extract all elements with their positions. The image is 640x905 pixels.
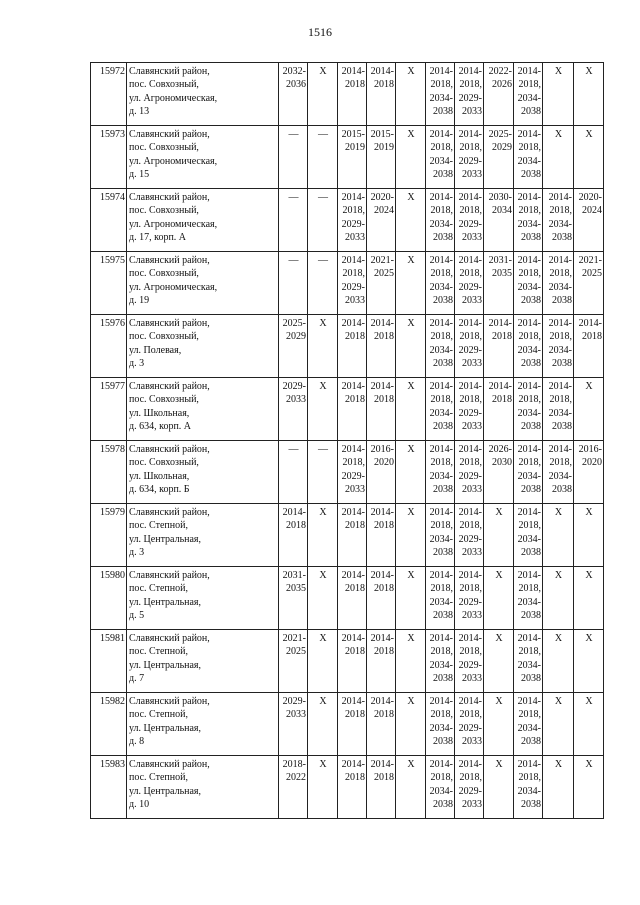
- period-cell: 2014- 2018, 2029- 2033: [455, 756, 484, 819]
- table-row: [91, 189, 604, 252]
- period-cell: 2014- 2018, 2029- 2033: [455, 504, 484, 567]
- period-cell: 2014- 2018: [367, 378, 396, 441]
- period-cell: 2014- 2018: [338, 756, 367, 819]
- registry-table: [90, 62, 604, 819]
- period-cell: 2014- 2018, 2034- 2038: [543, 378, 574, 441]
- period-cell: 2014- 2018, 2029- 2033: [455, 693, 484, 756]
- period-cell: 2016- 2020: [574, 441, 604, 504]
- not-applicable-mark: X: [484, 693, 514, 756]
- dash-cell: —: [308, 252, 338, 315]
- period-cell: 2014- 2018, 2034- 2038: [514, 126, 543, 189]
- period-cell: 2014- 2018: [338, 630, 367, 693]
- not-applicable-mark: X: [396, 315, 426, 378]
- dash-cell: —: [279, 126, 308, 189]
- not-applicable-mark: X: [543, 504, 574, 567]
- not-applicable-mark: X: [396, 378, 426, 441]
- period-cell: 2029- 2033: [279, 693, 308, 756]
- not-applicable-mark: X: [396, 126, 426, 189]
- period-cell: 2014- 2018: [338, 567, 367, 630]
- table-row: [91, 756, 604, 819]
- not-applicable-mark: X: [484, 756, 514, 819]
- not-applicable-mark: X: [396, 441, 426, 504]
- period-cell: 2014- 2018: [338, 378, 367, 441]
- period-cell: 2020- 2024: [367, 189, 396, 252]
- period-cell: 2014- 2018: [367, 693, 396, 756]
- period-cell: 2031- 2035: [484, 252, 514, 315]
- table-row: [91, 315, 604, 378]
- address-cell: Славянский район, пос. Степной, ул. Центральная, д. 5: [127, 567, 279, 630]
- period-cell: 2014- 2018, 2034- 2038: [543, 315, 574, 378]
- period-cell: 2020- 2024: [574, 189, 604, 252]
- period-cell: 2022- 2026: [484, 63, 514, 126]
- period-cell: 2014- 2018: [484, 315, 514, 378]
- not-applicable-mark: X: [308, 630, 338, 693]
- not-applicable-mark: X: [574, 504, 604, 567]
- not-applicable-mark: X: [308, 504, 338, 567]
- row-number: 15978: [91, 441, 127, 504]
- not-applicable-mark: X: [484, 504, 514, 567]
- dash-cell: —: [279, 441, 308, 504]
- period-cell: 2014- 2018, 2029- 2033: [455, 567, 484, 630]
- row-number: 15983: [91, 756, 127, 819]
- page-number: 1516: [308, 25, 332, 39]
- period-cell: 2014- 2018: [367, 630, 396, 693]
- address-cell: Славянский район, пос. Совхозный, ул. Агрономическая, д. 13: [127, 63, 279, 126]
- period-cell: 2029- 2033: [279, 378, 308, 441]
- table-row: [91, 567, 604, 630]
- not-applicable-mark: X: [308, 756, 338, 819]
- row-number: 15973: [91, 126, 127, 189]
- not-applicable-mark: X: [396, 567, 426, 630]
- period-cell: 2015- 2019: [338, 126, 367, 189]
- period-cell: 2014- 2018, 2029- 2033: [338, 441, 367, 504]
- row-number: 15981: [91, 630, 127, 693]
- period-cell: 2014- 2018, 2034- 2038: [426, 441, 455, 504]
- table-row: [91, 504, 604, 567]
- table-row: [91, 378, 604, 441]
- period-cell: 2014- 2018: [367, 756, 396, 819]
- not-applicable-mark: X: [396, 252, 426, 315]
- period-cell: 2014- 2018: [338, 63, 367, 126]
- period-cell: 2015- 2019: [367, 126, 396, 189]
- address-cell: Славянский район, пос. Степной, ул. Центральная, д. 10: [127, 756, 279, 819]
- period-cell: 2014- 2018: [367, 315, 396, 378]
- not-applicable-mark: X: [543, 126, 574, 189]
- row-number: 15975: [91, 252, 127, 315]
- period-cell: 2026- 2030: [484, 441, 514, 504]
- period-cell: 2014- 2018, 2034- 2038: [514, 189, 543, 252]
- row-number: 15976: [91, 315, 127, 378]
- not-applicable-mark: X: [396, 189, 426, 252]
- period-cell: 2016- 2020: [367, 441, 396, 504]
- period-cell: 2032- 2036: [279, 63, 308, 126]
- period-cell: 2014- 2018, 2034- 2038: [426, 756, 455, 819]
- address-cell: Славянский район, пос. Совхозный, ул. Агрономическая, д. 19: [127, 252, 279, 315]
- not-applicable-mark: X: [484, 567, 514, 630]
- not-applicable-mark: X: [396, 63, 426, 126]
- dash-cell: —: [279, 252, 308, 315]
- period-cell: 2014- 2018, 2034- 2038: [543, 441, 574, 504]
- period-cell: 2014- 2018, 2029- 2033: [455, 378, 484, 441]
- period-cell: 2014- 2018: [484, 378, 514, 441]
- row-number: 15974: [91, 189, 127, 252]
- period-cell: 2014- 2018, 2034- 2038: [543, 189, 574, 252]
- period-cell: 2014- 2018, 2029- 2033: [455, 126, 484, 189]
- not-applicable-mark: X: [574, 378, 604, 441]
- period-cell: 2014- 2018, 2034- 2038: [514, 567, 543, 630]
- period-cell: 2014- 2018: [367, 63, 396, 126]
- not-applicable-mark: X: [396, 693, 426, 756]
- not-applicable-mark: X: [543, 567, 574, 630]
- table-row: [91, 252, 604, 315]
- row-number: 15977: [91, 378, 127, 441]
- period-cell: 2014- 2018, 2034- 2038: [514, 630, 543, 693]
- not-applicable-mark: X: [574, 567, 604, 630]
- period-cell: 2014- 2018, 2034- 2038: [543, 252, 574, 315]
- period-cell: 2014- 2018: [338, 504, 367, 567]
- period-cell: 2014- 2018, 2029- 2033: [455, 63, 484, 126]
- not-applicable-mark: X: [484, 630, 514, 693]
- period-cell: 2014- 2018, 2034- 2038: [514, 441, 543, 504]
- period-cell: 2014- 2018, 2029- 2033: [455, 441, 484, 504]
- not-applicable-mark: X: [396, 756, 426, 819]
- period-cell: 2014- 2018, 2034- 2038: [514, 378, 543, 441]
- period-cell: 2014- 2018, 2034- 2038: [514, 756, 543, 819]
- not-applicable-mark: X: [543, 693, 574, 756]
- not-applicable-mark: X: [308, 63, 338, 126]
- not-applicable-mark: X: [543, 63, 574, 126]
- period-cell: 2014- 2018, 2034- 2038: [426, 378, 455, 441]
- not-applicable-mark: X: [574, 756, 604, 819]
- period-cell: 2014- 2018, 2034- 2038: [514, 315, 543, 378]
- table-row: [91, 441, 604, 504]
- period-cell: 2014- 2018, 2034- 2038: [426, 504, 455, 567]
- period-cell: 2025- 2029: [484, 126, 514, 189]
- not-applicable-mark: X: [574, 693, 604, 756]
- period-cell: 2018- 2022: [279, 756, 308, 819]
- row-number: 15972: [91, 63, 127, 126]
- address-cell: Славянский район, пос. Совхозный, ул. Школьная, д. 634, корп. Б: [127, 441, 279, 504]
- not-applicable-mark: X: [396, 504, 426, 567]
- period-cell: 2014- 2018, 2034- 2038: [426, 630, 455, 693]
- not-applicable-mark: X: [574, 63, 604, 126]
- period-cell: 2014- 2018, 2034- 2038: [426, 63, 455, 126]
- period-cell: 2014- 2018, 2034- 2038: [426, 252, 455, 315]
- not-applicable-mark: X: [308, 378, 338, 441]
- period-cell: 2021- 2025: [367, 252, 396, 315]
- period-cell: 2014- 2018, 2029- 2033: [338, 189, 367, 252]
- period-cell: 2014- 2018, 2034- 2038: [426, 126, 455, 189]
- period-cell: 2014- 2018, 2029- 2033: [455, 315, 484, 378]
- period-cell: 2021- 2025: [279, 630, 308, 693]
- period-cell: 2021- 2025: [574, 252, 604, 315]
- dash-cell: —: [308, 441, 338, 504]
- period-cell: 2014- 2018, 2034- 2038: [514, 504, 543, 567]
- table-row: [91, 63, 604, 126]
- not-applicable-mark: X: [396, 630, 426, 693]
- dash-cell: —: [308, 126, 338, 189]
- period-cell: 2014- 2018, 2034- 2038: [426, 189, 455, 252]
- period-cell: 2014- 2018, 2034- 2038: [426, 315, 455, 378]
- address-cell: Славянский район, пос. Степной, ул. Центральная, д. 3: [127, 504, 279, 567]
- dash-cell: —: [308, 189, 338, 252]
- period-cell: 2014- 2018, 2034- 2038: [514, 693, 543, 756]
- not-applicable-mark: X: [308, 315, 338, 378]
- period-cell: 2014- 2018, 2034- 2038: [514, 252, 543, 315]
- period-cell: 2031- 2035: [279, 567, 308, 630]
- not-applicable-mark: X: [574, 126, 604, 189]
- period-cell: 2014- 2018, 2029- 2033: [455, 630, 484, 693]
- not-applicable-mark: X: [543, 756, 574, 819]
- period-cell: 2014- 2018: [574, 315, 604, 378]
- period-cell: 2014- 2018: [367, 504, 396, 567]
- period-cell: 2014- 2018: [338, 693, 367, 756]
- period-cell: 2014- 2018: [279, 504, 308, 567]
- address-cell: Славянский район, пос. Совхозный, ул. Полевая, д. 3: [127, 315, 279, 378]
- period-cell: 2014- 2018: [367, 567, 396, 630]
- table-row: [91, 630, 604, 693]
- row-number: 15979: [91, 504, 127, 567]
- table-row: [91, 126, 604, 189]
- address-cell: Славянский район, пос. Степной, ул. Центральная, д. 7: [127, 630, 279, 693]
- not-applicable-mark: X: [574, 630, 604, 693]
- address-cell: Славянский район, пос. Совхозный, ул. Школьная, д. 634, корп. А: [127, 378, 279, 441]
- dash-cell: —: [279, 189, 308, 252]
- period-cell: 2014- 2018: [338, 315, 367, 378]
- period-cell: 2014- 2018, 2029- 2033: [455, 189, 484, 252]
- not-applicable-mark: X: [308, 567, 338, 630]
- not-applicable-mark: X: [543, 630, 574, 693]
- period-cell: 2025- 2029: [279, 315, 308, 378]
- address-cell: Славянский район, пос. Совхозный, ул. Агрономическая, д. 15: [127, 126, 279, 189]
- address-cell: Славянский район, пос. Степной, ул. Центральная, д. 8: [127, 693, 279, 756]
- period-cell: 2014- 2018, 2029- 2033: [455, 252, 484, 315]
- row-number: 15980: [91, 567, 127, 630]
- address-cell: Славянский район, пос. Совхозный, ул. Агрономическая, д. 17, корп. А: [127, 189, 279, 252]
- period-cell: 2030- 2034: [484, 189, 514, 252]
- period-cell: 2014- 2018, 2034- 2038: [426, 567, 455, 630]
- row-number: 15982: [91, 693, 127, 756]
- period-cell: 2014- 2018, 2029- 2033: [338, 252, 367, 315]
- period-cell: 2014- 2018, 2034- 2038: [514, 63, 543, 126]
- table-row: [91, 693, 604, 756]
- period-cell: 2014- 2018, 2034- 2038: [426, 693, 455, 756]
- not-applicable-mark: X: [308, 693, 338, 756]
